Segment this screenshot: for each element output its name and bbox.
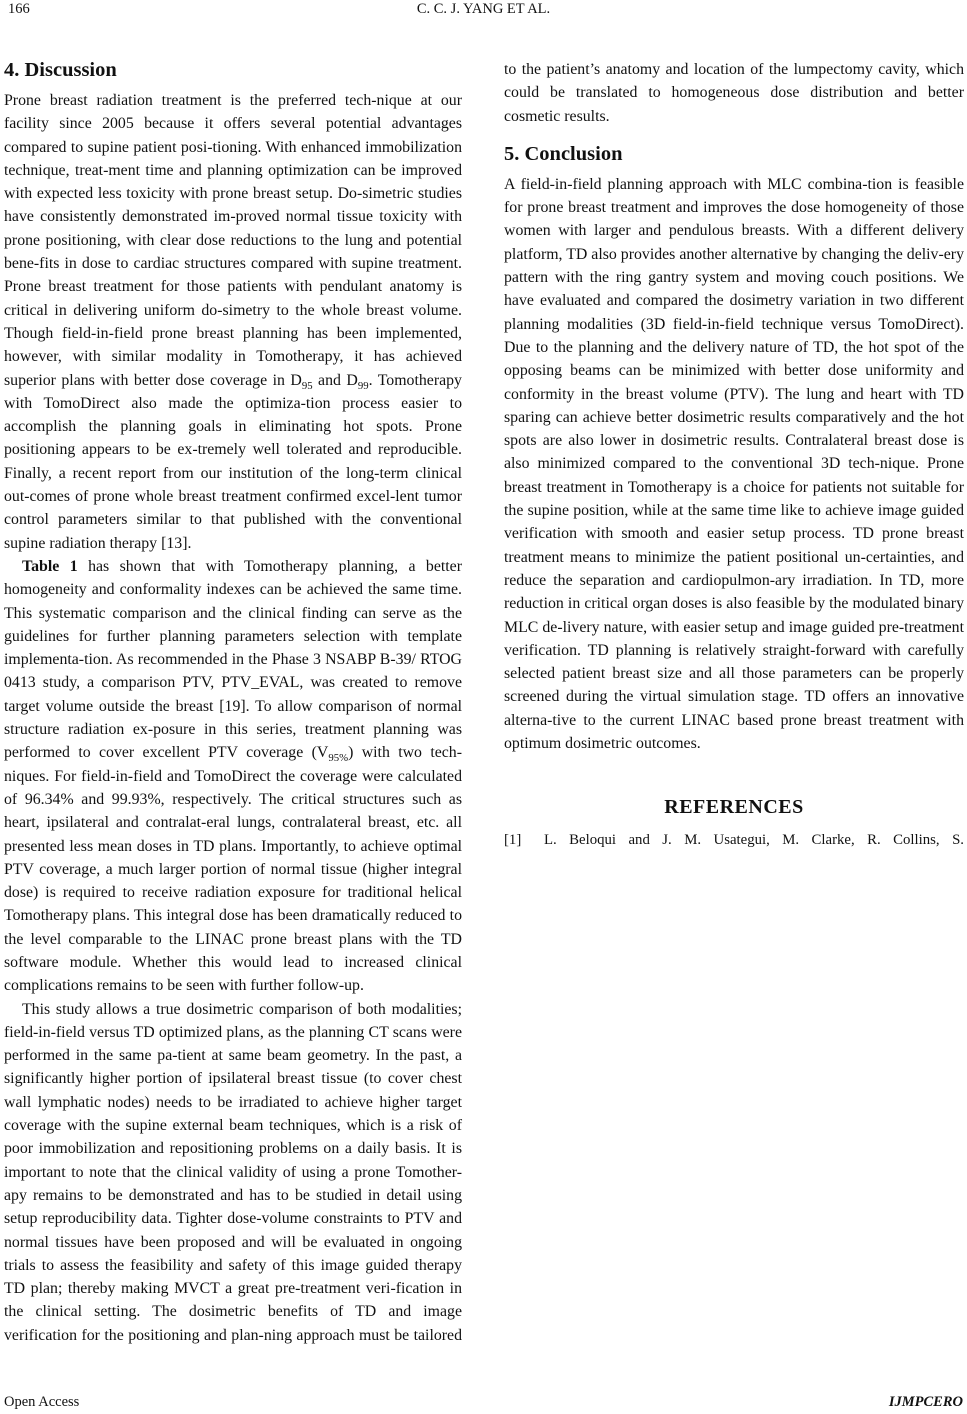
running-title: C. C. J. YANG ET AL. [416,1,551,17]
subscript-95-percent: 95% [328,752,349,765]
discussion-paragraph-3-continued: to the patient’s anatomy and location of the lumpectomy cavity, which could be translated to homogeneous dose distribution and better cosmetic results. [504,61,964,125]
reference-item [504,829,964,851]
table-1-reference[interactable]: Table 1 [22,557,78,575]
discussion-p2-end: ) with two tech-niques. For field-in-field and TomoDirect the coverage were calculated of 96.34% and 99.93%, respectively. The critical structures such as heart, ipsilateral and contralat-eral lungs, contralateral breast, etc. all presented less mean doses in TD plans. Importantly, to achieve optimal PTV coverage, a much larger portion of normal tissue (higher integral dose) is required to receive radiation exposure for traditional helical Tomotherapy plans. This integral dose has been dramatically reduced to the level comparable to the LINAC prone breast plans with the TD software module. Whether this would lead to increased clinical complications remains to be seen with further follow-up. [4,744,462,995]
conclusion-heading: 5. Conclusion [504,142,623,165]
discussion-paragraph-1 [4,89,462,555]
discussion-paragraph-3: This study allows a true dosimetric comparison of both modalities; field-in-field versus TD optimized plans, as the planning CT scans were performed in the same pa-tient at same beam geometry. In the past, a significantly higher portion of ipsilateral breast tissue (to cover chest wall lymphatic nodes) needs to be irradiated to achieve higher target coverage with the supine external beam techniques, which is a risk of poor immobilization and repositioning problems on a daily basis. It is important to note that the clinical validity of using a prone Tomother-apy remains to be demonstrated and has to be studied in detail using setup reproducibility data. Tighter dose-volume constraints to PTV and normal tissues have been proposed and will be evaluated in ongoing trials to assess the feasibility and safety of this image guided therapy TD plan; thereby making MVCT a great pre-treatment veri-fication in the clinical setting. The dosimetric benefits of TD and image verification for the positioning and plan-ning approach must be tailored [4,1000,462,1344]
right-column [504,58,964,851]
discussion-p2-text: has shown that with Tomotherapy planning, a better homogeneity and conformality indexes can be achieved the same time. This systematic comparison and the clinical finding can serve as the guidelines for further planning parameters selection with template implementa-tion. As recommended in the Phase 3 NSABP B-39/ RTOG 0413 study, a comparison PTV, PTV_EVAL, was created to remove target volume outside the breast [19]. To allow comparison of normal structure radiation ex-posure in this series, treatment planning was performed to cover excellent PTV coverage (V [4,557,462,762]
page-header [0,0,967,22]
discussion-p1-mid: and D [312,371,358,389]
references-heading: REFERENCES [664,796,804,819]
footer-journal: IJMPCERO [888,1394,963,1410]
subscript-99: 99 [357,379,369,392]
discussion-p1-end: . Tomotherapy with TomoDirect also made the optimiza-tion process easier to accomplish the planning goals in eliminating hot spots. Prone positioning appears to be ex-tremely well tolerated and reproducible. Finally, a recent report from our institution of the long-term clinical out-comes of prone whole breast treatment confirmed excel-lent tumor control parameters similar to that published with the conventional supine radiation therapy [13]. [4,371,462,552]
reference-text: L. Beloqui and J. M. Usategui, M. Clarke, R. Collins, S. [544,832,964,849]
discussion-p1-text: Prone breast radiation treatment is the preferred tech-nique at our facility since 2005 because it offers several potential advantages compared to supine patient posi-tioning. With enhanced immobilization technique, treat-ment time and planning optimization can be improved with expected less toxicity with prone breast setup. Do-simetric studies have consistently demonstrated im-proved normal tissue toxicity with prone positioning, with clear dose reductions to the lung and potential bene-fits in dose to cardiac structures compared with supine treatment. Prone breast treatment for those patients with pendulant anatomy is critical in delivering uniform do-simetry to the whole breast volume. Though field-in-field prone breast planning has been implemented, however, with similar modality in Tomotherapy, it has achieved superior plans with better dose coverage in D [4,92,462,389]
page-number: 166 [8,1,30,17]
discussion-heading: 4. Discussion [4,59,117,81]
footer-open-access: Open Access [4,1394,80,1410]
left-column [4,58,462,1347]
conclusion-paragraph: A field-in-field planning approach with MLC combina-tion is feasible for prone breast treatment and improves the dose homogeneity of those women with larger and pendulous breasts. With a different delivery platform, TD also provides another alternative by changing the deliv-ery pattern with the ring gantry system and moving couch positions. We have evaluated and compared the dosimetry variation in two different planning modalities (3D field-in-field technique versus TomoDirect). Due to the planning and the delivery nature of TD, the hot spot of the opposing beams can be minimized with better dose uniformity and conformity in the breast volume (PTV). The lung and heart with TD sparing can achieve better dosimetric results comparatively and the hot spots are also lower in dosimetric results. Contralateral breast dose is also minimized compared to the conventional 3D tech-nique. Prone breast treatment in Tomotherapy is a choice for patients not suitable for the supine position, while at the same time like to achieve image guided verification with smooth and easier setup process. TD prone breast treatment means to minimize the patient positional un-certainties, and reduce the separation and cardiopulmon-ary irradiation. In TD, more reduction in critical organ doses is also feasible by the modulated binary MLC de-livery nature, with easier setup and image guided pre-treatment verification. TD planning is relatively straight-forward with carefully selected patient breast size and all those parameters can be properly screened during the virtual simulation stage. TD offers an innovative alterna-tive to the current LINAC based prone breast treatment with optimum dosimetric outcomes. [504,175,964,753]
discussion-paragraph-2 [4,555,462,998]
page-footer [0,1394,967,1414]
subscript-95: 95 [301,379,313,392]
reference-number: [1] [504,832,522,849]
